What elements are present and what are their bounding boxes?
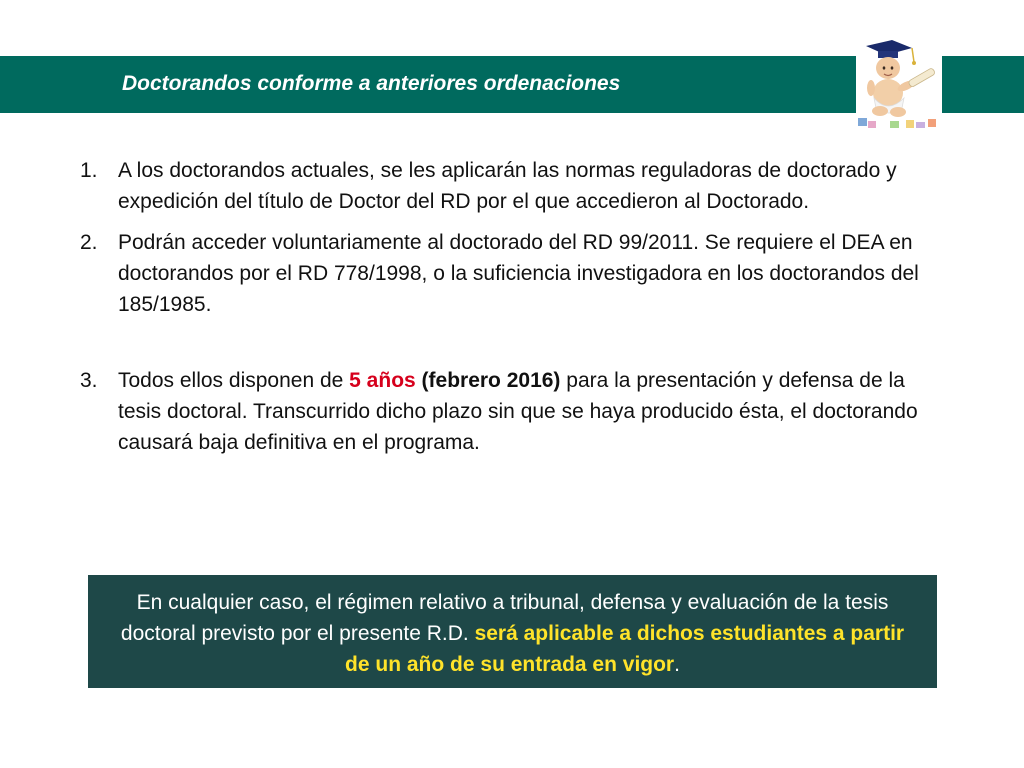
list-item bbox=[80, 365, 940, 458]
deadline-date: (febrero 2016) bbox=[415, 369, 561, 392]
list-item-text: A los doctorandos actuales, se les aplicarán las normas reguladoras de doctorado y expedición del título de Doctor del RD por el que accedieron al Doctorado. bbox=[118, 159, 897, 213]
list-item bbox=[80, 155, 940, 217]
list-item-number: 3. bbox=[80, 369, 98, 392]
list-item-text-start: Todos ellos disponen de bbox=[118, 369, 350, 392]
list-item-text bbox=[118, 365, 940, 458]
list-item-number: 2. bbox=[80, 231, 98, 254]
list-item-text-end: para la presentación y defensa de la tesis doctoral. Transcurrido dicho plazo sin que se haya producido ésta, el doctorando causará baja definitiva en el programa. bbox=[118, 369, 918, 454]
graduate-baby-icon bbox=[856, 38, 942, 130]
list-item-text: Podrán acceder voluntariamente al doctorado del RD 99/2011. Se requiere el DEA en doctorandos por el RD 778/1998, o la suficiencia investigadora en los doctorandos del 185/1985. bbox=[118, 231, 919, 316]
page-title: Doctorandos conforme a anteriores ordenaciones bbox=[122, 72, 621, 95]
numbered-list bbox=[80, 155, 940, 458]
note-text-end: . bbox=[674, 653, 680, 676]
list-item bbox=[80, 227, 940, 320]
list-item-number: 1. bbox=[80, 159, 98, 182]
deadline-highlight: 5 años bbox=[349, 369, 416, 392]
note-highlight: será aplicable a dichos estudiantes a partir de un año de su entrada en vigor bbox=[345, 622, 905, 676]
note-text-start: En cualquier caso, el régimen relativo a tribunal, defensa y evaluación de la tesis doctoral previsto por el presente R.D. bbox=[120, 591, 889, 645]
note-box bbox=[88, 575, 937, 688]
